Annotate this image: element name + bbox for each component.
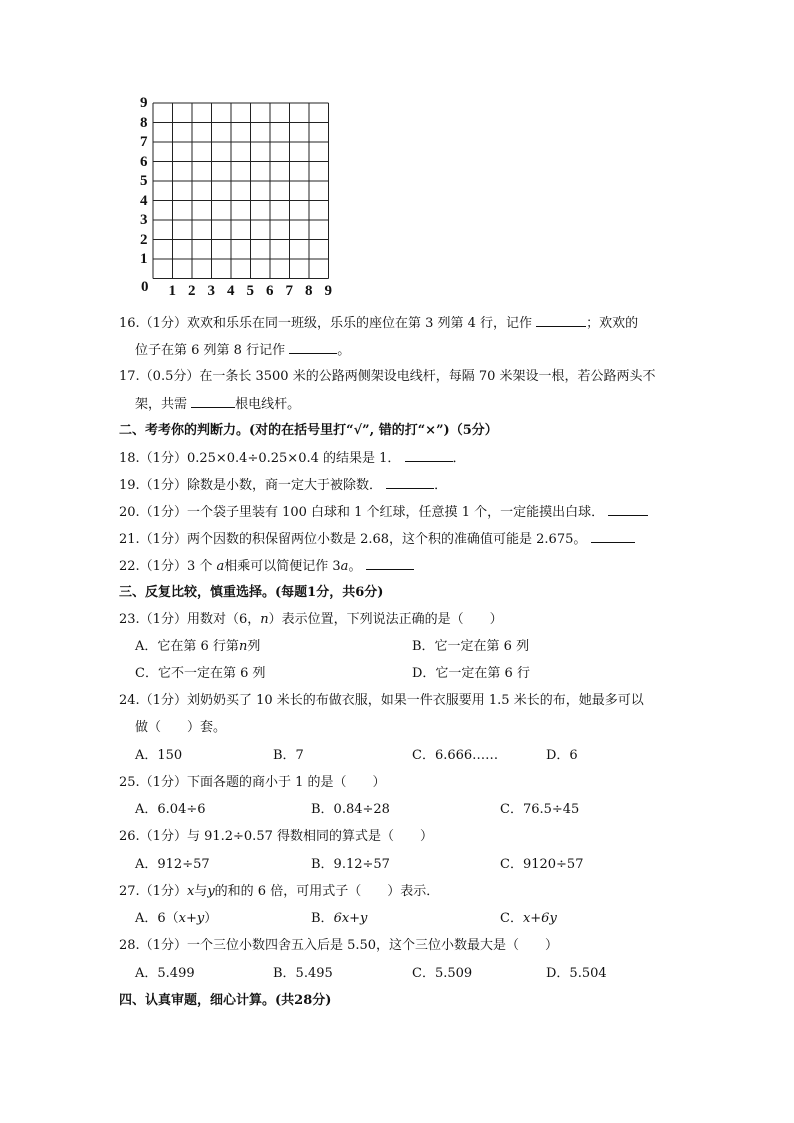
y-axis-label: 9 [140, 95, 148, 111]
x-axis-label: 1 [168, 282, 176, 299]
question-26-option-a[interactable]: A．912÷57 [135, 857, 210, 872]
question-21: 21.（1分）两个因数的积保留两位小数是 2.68，这个积的准确值可能是 2.675。 [119, 530, 635, 549]
question-27-option-c[interactable]: C．x+6y [500, 911, 557, 926]
y-axis-label: 8 [140, 114, 148, 131]
coordinate-grid [135, 96, 335, 306]
question-22: 22.（1分）3 个 a相乘可以简便记作 3a。 [119, 557, 414, 576]
answer-blank[interactable] [405, 449, 453, 462]
question-27-option-a[interactable]: A．6（x+y） [135, 911, 218, 926]
question-23-option-b[interactable]: B．它一定在第 6 列 [412, 639, 530, 654]
question-24-option-d[interactable]: D．6 [546, 748, 578, 763]
question-24-option-c[interactable]: C．6.666…… [412, 748, 499, 763]
y-axis-label: 6 [140, 153, 148, 170]
question-25-option-b[interactable]: B．0.84÷28 [311, 802, 390, 817]
x-axis-label: 7 [285, 282, 293, 299]
y-axis-label: 1 [140, 251, 148, 267]
question-28-option-a[interactable]: A．5.499 [135, 966, 195, 981]
question-26-option-c[interactable]: C．9120÷57 [500, 857, 584, 872]
section-3-heading: 三、反复比较，慎重选择。(每题1分，共6分) [119, 585, 384, 600]
question-28-option-c[interactable]: C．5.509 [412, 966, 473, 981]
question-23-option-c[interactable]: C．它不一定在第 6 列 [135, 666, 266, 681]
x-axis-label: 9 [324, 282, 332, 299]
x-axis-label: 3 [207, 282, 215, 299]
question-17-line-1: 17.（0.5分）在一条长 3500 米的公路两侧架设电线杆，每隔 70 米架设一根，若公路两头不 [119, 369, 656, 384]
x-axis-label: 2 [188, 282, 196, 299]
question-28-stem: 28.（1分）一个三位小数四舍五入后是 5.50，这个三位小数最大是（ ） [119, 938, 559, 953]
answer-blank[interactable] [289, 341, 337, 354]
question-20: 20.（1分）一个袋子里装有 100 白球和 1 个红球，任意摸 1 个，一定能摸出白球． [119, 503, 648, 522]
answer-blank[interactable] [191, 395, 235, 408]
answer-blank[interactable] [366, 557, 414, 570]
y-axis-label: 7 [140, 134, 148, 150]
y-axis-label: 4 [140, 192, 148, 209]
y-axis-label: 2 [140, 231, 148, 248]
question-24-line-2: 做（ ）套。 [135, 720, 227, 735]
x-axis-label: 6 [266, 282, 274, 299]
question-28-option-b[interactable]: B．5.495 [273, 966, 333, 981]
question-25-option-a[interactable]: A．6.04÷6 [135, 802, 206, 817]
x-axis-label: 8 [305, 282, 313, 299]
question-24-line-1: 24.（1分）刘奶奶买了 10 米长的布做衣服，如果一件衣服要用 1.5 米长的布，她最多可以 [119, 693, 644, 708]
y-axis-label: 5 [140, 173, 148, 189]
x-axis-label: 4 [227, 282, 235, 299]
question-25-stem: 25.（1分）下面各题的商小于 1 的是（ ） [119, 775, 386, 790]
section-4-heading: 四、认真审题，细心计算。(共28分) [119, 993, 332, 1008]
question-17-line-2: 架，共需 根电线杆。 [135, 397, 301, 412]
y-axis-label: 3 [140, 212, 148, 228]
section-2-heading: 二、考考你的判断力。(对的在括号里打“√”, 错的打“×”)（5分） [119, 423, 498, 438]
origin-label: 0 [141, 278, 149, 295]
question-25-option-c[interactable]: C．76.5÷45 [500, 802, 580, 817]
question-28-option-d[interactable]: D．5.504 [546, 966, 607, 981]
answer-blank[interactable] [591, 530, 635, 543]
question-16-line-2: 位子在第 6 列第 8 行记作 。 [135, 343, 351, 358]
answer-blank[interactable] [386, 476, 434, 489]
answer-blank[interactable] [608, 503, 648, 516]
question-27-option-b[interactable]: B．6x+y [311, 911, 368, 926]
question-23-option-d[interactable]: D．它一定在第 6 行 [412, 666, 530, 681]
question-26-option-b[interactable]: B．9.12÷57 [311, 857, 390, 872]
question-23-stem: 23.（1分）用数对（6，n）表示位置，下列说法正确的是（ ） [119, 612, 503, 627]
question-18: 18.（1分）0.25×0.4÷0.25×0.4 的结果是 1． ． [119, 451, 466, 466]
grid-lines [135, 96, 335, 306]
question-26-stem: 26.（1分）与 91.2÷0.57 得数相同的算式是（ ） [119, 829, 433, 844]
question-27-stem: 27.（1分）x与y的和的 6 倍，可用式子（ ）表示． [119, 884, 440, 899]
answer-blank[interactable] [536, 314, 586, 327]
question-24-option-b[interactable]: B．7 [273, 748, 304, 763]
question-24-option-a[interactable]: A．150 [135, 748, 183, 763]
question-16-line-1: 16.（1分）欢欢和乐乐在同一班级，乐乐的座位在第 3 列第 4 行，记作 ；欢欢的 [119, 316, 639, 331]
question-19: 19.（1分）除数是小数，商一定大于被除数． ． [119, 478, 448, 493]
question-23-option-a[interactable]: A．它在第 6 行第n列 [135, 639, 261, 654]
x-axis-label: 5 [246, 282, 254, 299]
